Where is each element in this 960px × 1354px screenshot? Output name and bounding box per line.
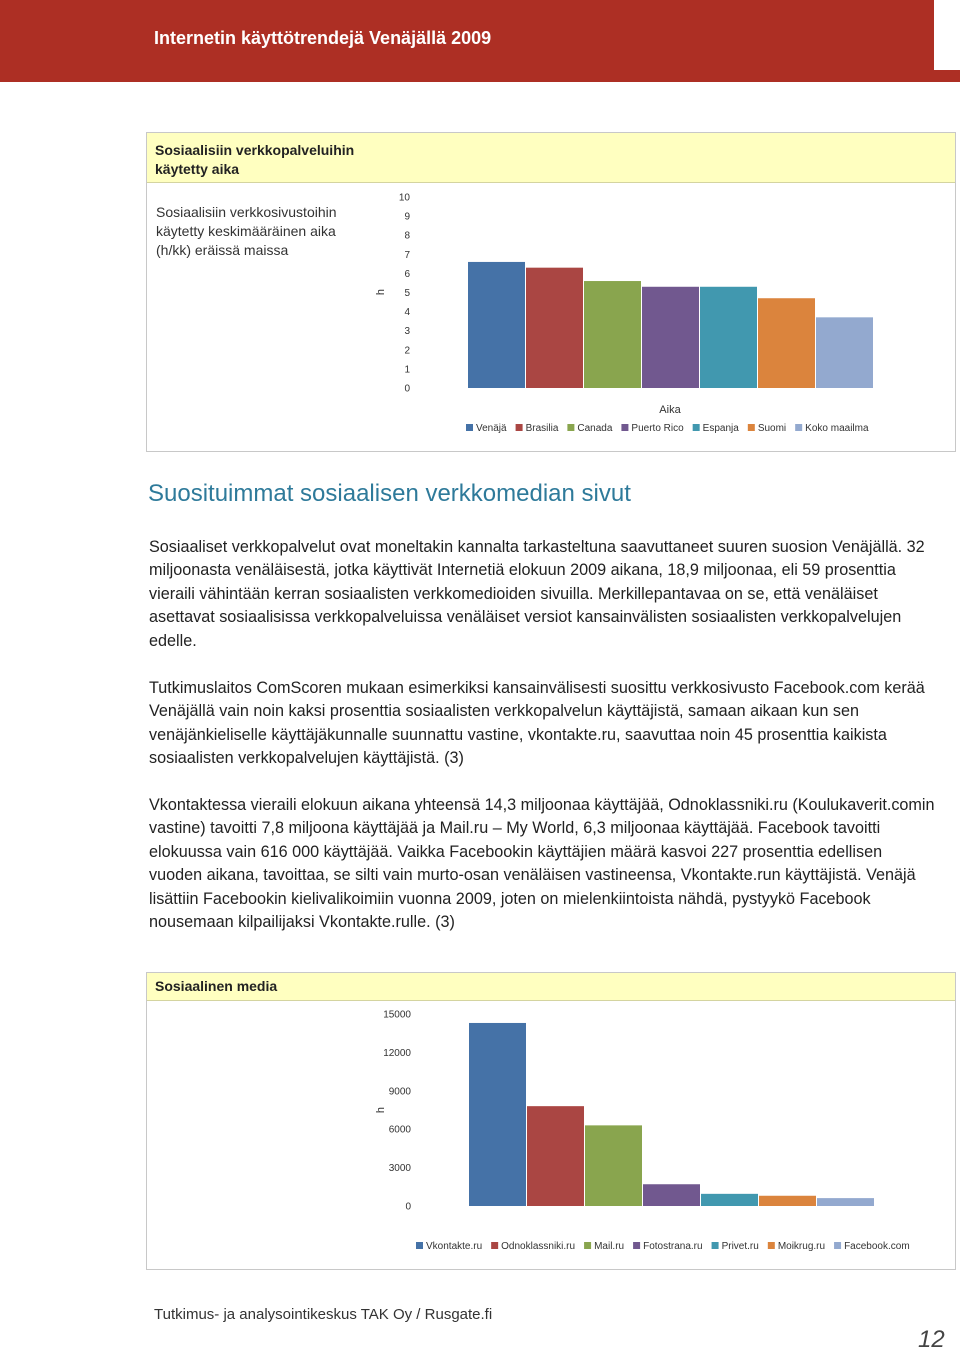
legend-swatch — [491, 1242, 498, 1249]
footer-source: Tutkimus- ja analysointikeskus TAK Oy / Rusgate.fi — [154, 1306, 493, 1323]
paragraph-3: Vkontaktessa vieraili elokuun aikana yhteensä 14,3 miljoonaa käyttäjää, Odnoklassniki.ru (Koulukaverit.comin vastine) tavoitti 7,8 miljoona käyttäjää ja Mail.ru – My World, 6,3 miljoonaa käyttäjää. Facebook tavoitti elokuussa vain 616 000 käyttäjää. Vaikka Facebookin käyttäjien määrä kasvoi 227 prosenttia edellisen vuoden aikana, tavoittaa, se silti vain murto-osan venäläisen vastineensa, Vkontakte.run käyttäjistä. Venäjä lisättiin Facebookin kielivalikoimiin vuonna 2009, joten on mielenkiintoista nähdä, pystyykö Facebook nousemaan kilpailijaksi Vkontakte.rulle. (3) — [149, 796, 935, 932]
y-tick-label: 2 — [404, 345, 410, 357]
bar-fotostrana-ru — [643, 1184, 700, 1206]
y-tick-label: 15000 — [383, 1009, 411, 1021]
y-axis-label: h — [375, 288, 387, 296]
y-tick-label: 3000 — [388, 1163, 411, 1175]
legend-label: Odnoklassniki.ru — [501, 1241, 576, 1252]
y-tick-label: 8 — [404, 230, 410, 242]
chart-panel-title-line2: käytetty aika — [155, 161, 240, 177]
x-axis-label: Aika — [659, 404, 681, 416]
y-tick-label: 7 — [404, 249, 410, 261]
bar-mail-ru — [585, 1125, 642, 1206]
legend-label: Vkontakte.ru — [426, 1241, 483, 1252]
y-tick-label: 1 — [404, 364, 410, 376]
y-tick-label: 0 — [405, 1201, 411, 1213]
y-tick-label: 6 — [404, 268, 410, 280]
description-line1: Sosiaalisiin verkkosivustoihin — [156, 204, 337, 220]
legend-label: Fotostrana.ru — [643, 1241, 703, 1252]
legend-label: Canada — [577, 423, 613, 434]
page-title: Internetin käyttötrendejä Venäjällä 2009 — [154, 28, 492, 48]
y-tick-label: 9 — [404, 211, 410, 223]
legend-label: Moikrug.ru — [777, 1241, 826, 1252]
chart-panel-title: Sosiaalinen media — [147, 973, 955, 1001]
legend-label: Mail.ru — [594, 1241, 625, 1252]
legend-label: Espanja — [702, 423, 739, 434]
section-heading: Suosituimmat sosiaalisen verkkomedian sivut — [148, 480, 631, 507]
legend-swatch — [416, 1242, 423, 1249]
legend-swatch — [834, 1242, 841, 1249]
legend-swatch — [584, 1242, 591, 1249]
legend-swatch — [633, 1242, 640, 1249]
y-tick-label: 0 — [404, 383, 410, 395]
bar-odnoklassniki-ru — [527, 1106, 584, 1206]
legend-label: Suomi — [757, 423, 787, 434]
bar-vkontakte-ru — [469, 1023, 526, 1206]
y-tick-label: 10 — [398, 192, 410, 204]
legend-label: Koko maailma — [805, 423, 869, 434]
y-tick-label: 9000 — [388, 1086, 411, 1098]
paragraph-1: Sosiaaliset verkkopalvelut ovat moneltakin kannalta tarkasteltuna saavuttaneet suuren suosion Venäjällä. 32 miljoonasta venäläisestä, jotka käyttivät Internetiä elokuun 2009 aikana, 18,9 miljoonaa, eli 59 prosenttia vieraili vähintään kerran sosiaalisten verkkomedioiden sivuilla. Merkillepantavaa on se, että venäläiset asettavat sosiaalisissa verkkopalveluissa venäläiset versiot kansainvälisten sosiaalisten verkkopalvelujen edelle. — [149, 538, 925, 650]
y-axis-label: h — [375, 1106, 387, 1114]
legend-label: Facebook.com — [844, 1241, 910, 1252]
legend-swatch — [768, 1242, 775, 1249]
y-tick-label: 3 — [404, 326, 410, 338]
y-tick-label: 4 — [404, 307, 410, 319]
bar-facebook-com — [817, 1198, 874, 1206]
y-tick-label: 12000 — [383, 1047, 411, 1059]
legend-label: Privet.ru — [721, 1241, 759, 1252]
bar-moikrug-ru — [759, 1196, 816, 1206]
description-line3: (h/kk) eräissä maissa — [156, 242, 289, 258]
chart-panel-title-line1: Sosiaalisiin verkkopalveluihin — [155, 142, 355, 158]
legend-label: Puerto Rico — [631, 423, 684, 434]
legend-label: Venäjä — [476, 423, 507, 434]
paragraph-2: Tutkimuslaitos ComScoren mukaan esimerkiksi kansainvälisesti suosittu verkkosivusto Facebook.com kerää Venäjällä vain noin kaksi prosenttia sosiaalisten verkkopalvelun käyttäjistä, samaan aikaan kun sen venäjänkieliselle käyttäjäkunnalle suunnattu vastine, vkontakte.ru, saavuttaa noin 45 prosenttia kaikista sosiaalisten verkkopalvelujen käyttäjistä. (3) — [149, 679, 925, 768]
y-tick-label: 6000 — [388, 1124, 411, 1136]
legend-swatch — [712, 1242, 719, 1249]
description-line2: käytetty keskimääräinen aika — [156, 223, 336, 239]
page-number: 12 — [918, 1326, 945, 1353]
y-tick-label: 5 — [404, 288, 410, 299]
legend-label: Brasilia — [525, 423, 559, 434]
bar-privet-ru — [701, 1194, 758, 1206]
